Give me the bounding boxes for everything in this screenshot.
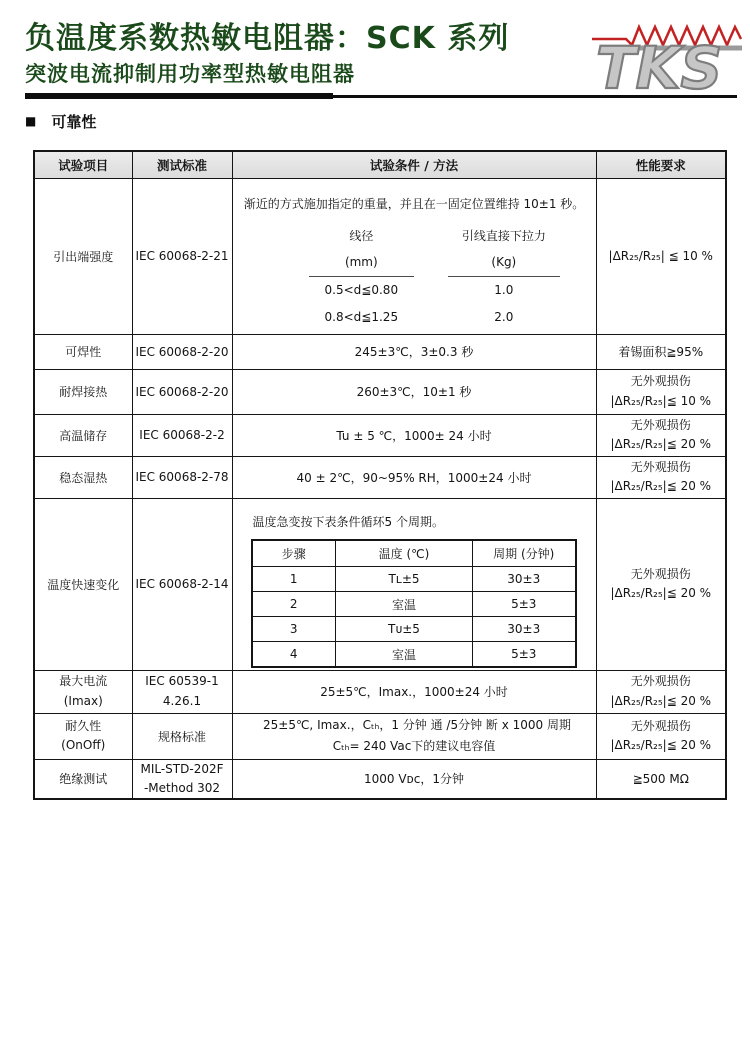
test-item-line2: (OnOff) [61,738,106,752]
row-solderability [34,334,726,369]
step-number: 3 [252,617,336,642]
document-title: 负温度系数热敏电阻器：SCK 系列 [25,21,510,56]
standard-cell: IEC 60068-2-21 [132,178,232,334]
step-period: 5±3 [473,642,576,668]
test-item-cell [34,713,132,759]
condition-intro-text: 渐近的方式施加指定的重量，并且在一固定位置维持 10±1 秒。 [243,196,585,211]
step-period: 30±3 [473,567,576,592]
row-endurance [34,713,726,759]
condition-cell [232,498,596,670]
standard-cell: IEC 60068-2-2 [132,414,232,456]
requirement-line2: |ΔR₂₅/R₂₅|≦ 20 % [610,738,712,752]
condition-line1: 25±5℃, Imax.，Cₜₕ，1 分钟 通 /5分钟 断 x 1000 周期 [263,718,571,732]
requirement-line1: 无外观损伤 [630,718,691,733]
test-item-line1: 最大电流 [59,674,108,689]
standard-line2: -Method 302 [143,780,221,795]
requirement-line1: 无外观损伤 [630,674,691,689]
condition-cell: 25±5℃，Imax.，1000±24 小时 [232,670,596,713]
standard-cell [132,670,232,713]
table-header-row [34,151,726,178]
header-rule-thick [25,93,333,99]
mini-data-row [309,277,560,304]
requirement-line2: |ΔR₂₅/R₂₅|≦ 10 % [610,393,712,408]
standard-line2: 4.26.1 [162,693,202,708]
step-temperature: Tᴜ±5 [336,617,473,642]
test-item-cell: 温度快速变化 [34,498,132,670]
col-header-requirement: 性能要求 [596,151,726,178]
requirement-line1: 无外观损伤 [630,459,691,474]
condition-cell [232,713,596,759]
row-insulation [34,759,726,799]
col-header-test-item: 试验项目 [34,151,132,178]
standard-line1: IEC 60539-1 [145,674,219,689]
step-number: 4 [252,642,336,668]
test-item-cell: 可焊性 [34,334,132,369]
test-item-cell: 绝缘测试 [34,759,132,799]
row-lead-strength [34,178,726,334]
requirement-line1: 无外观损伤 [630,417,691,432]
mini-col1-header: 线径 [349,228,374,243]
condition-cell [232,178,596,334]
step-period: 30±3 [473,617,576,642]
requirement-line1: 无外观损伤 [630,374,691,389]
test-item-cell: 引出端强度 [34,178,132,334]
mini-force-value: 2.0 [494,310,514,324]
reliability-table [33,150,727,800]
test-item-cell: 耐焊接热 [34,369,132,414]
requirement-line2: |ΔR₂₅/R₂₅|≦ 20 % [610,479,712,493]
steps-col-header-period: 周期 (分钟) [473,540,576,567]
row-damp-heat [34,456,726,498]
row-solder-heat [34,369,726,414]
standard-cell: IEC 60068-2-20 [132,369,232,414]
steps-col-header-step: 步骤 [252,540,336,567]
standard-cell: IEC 60068-2-78 [132,456,232,498]
standard-cell: IEC 60068-2-20 [132,334,232,369]
mini-header-row [309,222,560,249]
col-header-standard: 测试标准 [132,151,232,178]
test-item-cell [34,670,132,713]
requirement-cell [596,713,726,759]
step-number: 2 [252,592,336,617]
requirement-line1: 无外观损伤 [630,566,691,581]
step-temperature: Tʟ±5 [336,567,473,592]
requirement-cell [596,670,726,713]
row-max-current [34,670,726,713]
steps-data-row [252,592,576,617]
step-temperature: 室温 [336,592,473,617]
standard-cell: IEC 60068-2-14 [132,498,232,670]
requirement-cell [596,414,726,456]
mini-unit-row [309,249,560,277]
row-thermal-shock [34,498,726,670]
requirement-line2: |ΔR₂₅/R₂₅|≦ 20 % [610,437,712,451]
condition-cell: 40 ± 2℃，90~95% RH，1000±24 小时 [232,456,596,498]
requirement-cell: 着锡面积≧95% [596,334,726,369]
condition-cell: 260±3℃，10±1 秒 [232,369,596,414]
standard-cell [132,759,232,799]
steps-intro-text: 温度急变按下表条件循环5 个周期。 [252,514,444,529]
condition-cell: 245±3℃，3±0.3 秒 [232,334,596,369]
pull-force-table [275,222,594,331]
mini-diameter-value: 0.5<d≦0.80 [324,283,399,297]
mini-col2-unit: (Kg) [448,249,559,277]
requirement-cell: |ΔR₂₅/R₂₅| ≦ 10 % [596,178,726,334]
test-item-line1: 耐久性 [65,718,102,733]
requirement-cell [596,498,726,670]
logo-letters: TKS [596,34,723,96]
mini-col2-header: 引线直接下拉力 [461,228,546,243]
tks-logo [590,12,744,96]
mini-diameter-value: 0.8<d≦1.25 [324,310,399,324]
test-item-cell: 稳态湿热 [34,456,132,498]
mini-col1-unit: (mm) [309,249,415,277]
row-high-temp-storage [34,414,726,456]
steps-data-row [252,567,576,592]
step-period: 5±3 [473,592,576,617]
standard-line1: MIL-STD-202F [140,761,224,776]
document-subtitle: 突波电流抑制用功率型热敏电阻器 [25,62,355,86]
condition-cell: Tu ± 5 ℃，1000± 24 小时 [232,414,596,456]
requirement-cell [596,456,726,498]
step-number: 1 [252,567,336,592]
requirement-cell [596,369,726,414]
mini-force-value: 1.0 [494,283,514,297]
col-header-condition: 试验条件 / 方法 [232,151,596,178]
step-temperature: 室温 [336,642,473,668]
thermal-cycle-steps-table [251,539,577,669]
steps-col-header-temp: 温度 (℃) [336,540,473,567]
steps-header-row [252,540,576,567]
requirement-line2: |ΔR₂₅/R₂₅|≦ 20 % [610,693,712,708]
condition-cell: 1000 Vᴅᴄ，1分钟 [232,759,596,799]
mini-data-row [309,304,560,331]
requirement-cell: ≧500 MΩ [596,759,726,799]
section-title: 可靠性 [51,113,97,131]
steps-data-row [252,617,576,642]
requirement-line2: |ΔR₂₅/R₂₅|≦ 20 % [610,586,712,600]
steps-data-row [252,642,576,668]
standard-cell: 规格标准 [132,713,232,759]
condition-line2: Cₜₕ= 240 Vac下的建议电容值 [332,739,496,753]
section-bullet-icon: ■ [25,113,37,128]
test-item-cell: 高温储存 [34,414,132,456]
section-heading [25,111,96,132]
test-item-line2: (Imax) [63,693,103,708]
